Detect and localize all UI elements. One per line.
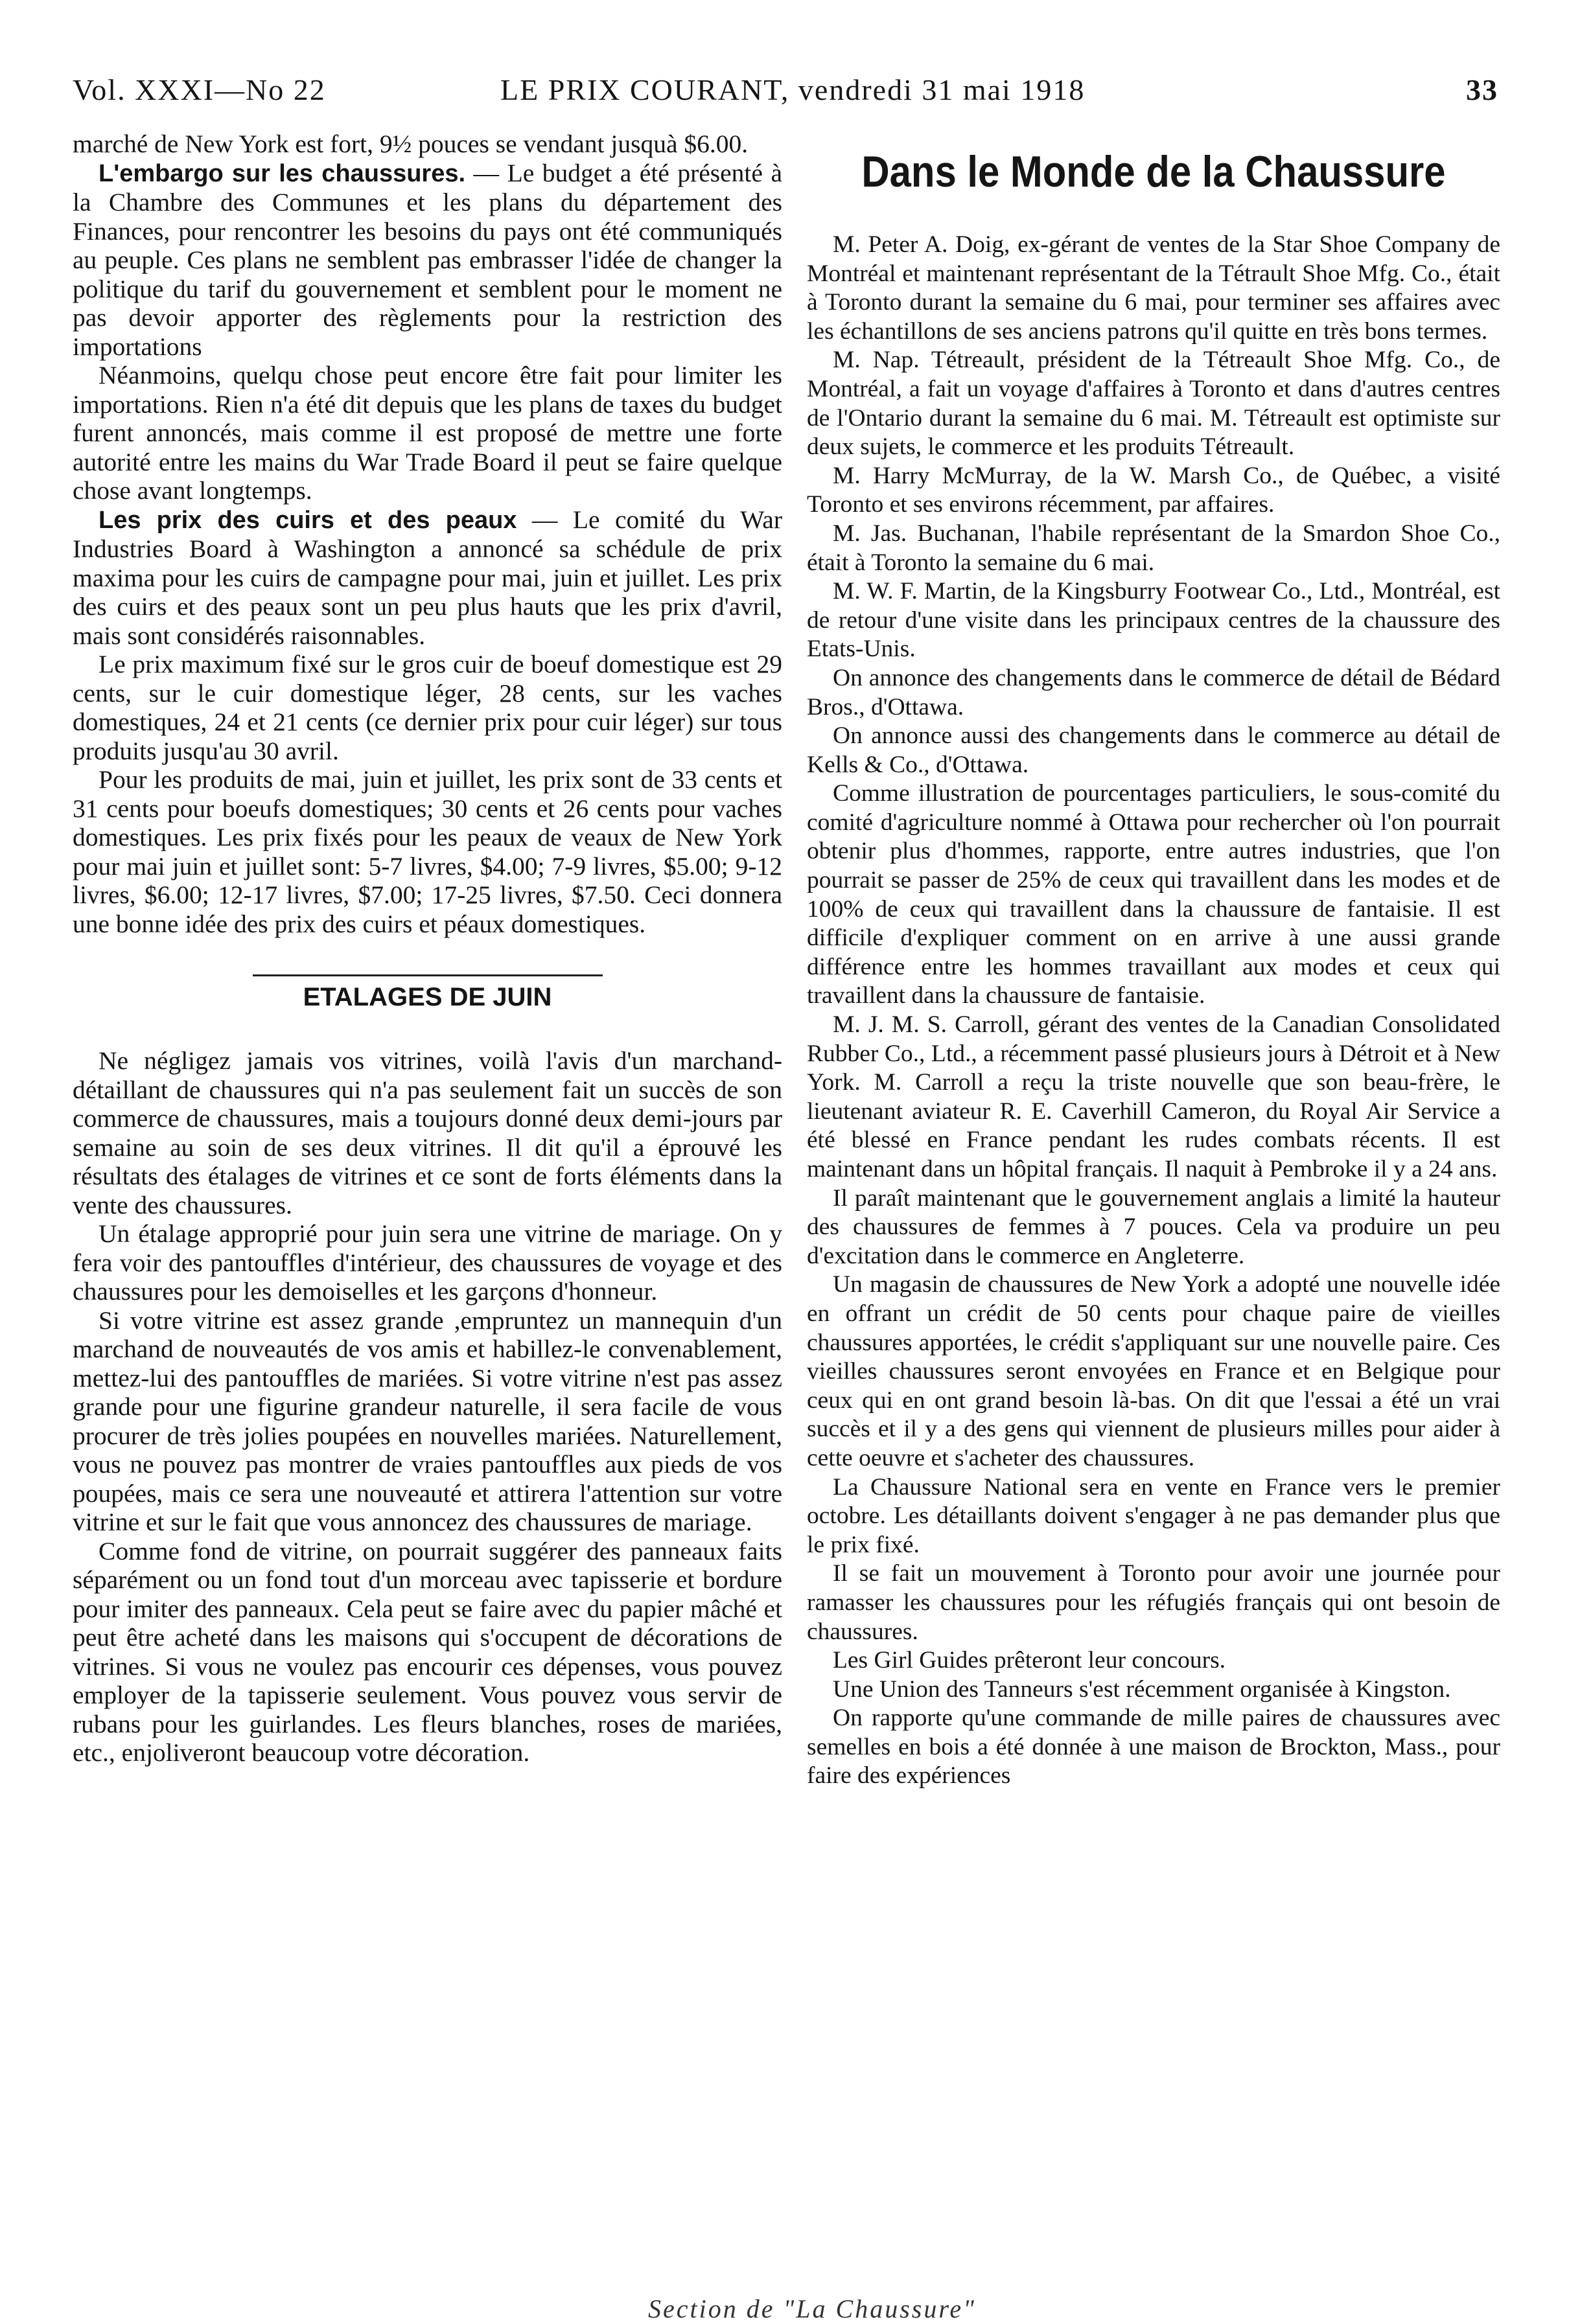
article-title: Dans le Monde de la Chaussure bbox=[861, 147, 1446, 196]
paragraph-text: — Le comité du War Industries Board à Washington a annoncé sa schédule de prix maxima pour les cuirs de campagne pour mai, juin et juillet. Les prix des cuirs et des peaux sont un peu plus hauts que les prix d'avril, mais sont considérés raisonnables. bbox=[73, 505, 782, 650]
paragraph: On annonce des changements dans le commerce de détail de Bédard Bros., d'Ottawa. bbox=[807, 664, 1500, 720]
paragraph: M. Jas. Buchanan, l'habile représentant de la Smardon Shoe Co., était à Toronto la semaine du 6 mai. bbox=[807, 520, 1500, 576]
paragraph: M. J. M. S. Carroll, gérant des ventes de la Canadian Consolidated Rubber Co., Ltd., a récemment passé plusieurs jours à Détroit et à New York. M. Carroll a reçu la triste nouvelle que son beau-frère, le lieutenant aviateur R. E. Caverhill Cameron, du Royal Air Service a été blessé en France pendant les rudes combats récents. Il est maintenant dans un hôpital français. Il naquit à Pembroke il y a 24 ans. bbox=[807, 1011, 1500, 1182]
running-header bbox=[73, 73, 1498, 118]
journal-date-line: LE PRIX COURANT, vendredi 31 mai 1918 bbox=[500, 73, 1086, 106]
run-in-heading: Les prix des cuirs et des peaux bbox=[99, 506, 517, 534]
run-in-heading: L'embargo sur les chaussures. bbox=[99, 159, 466, 187]
paragraph: Comme illustration de pourcentages particuliers, le sous-comité du comité d'agriculture nommé à Ottawa pour rechercher où l'on pourrait obtenir plus d'hommes, rapporte, entre autres industries, que l'on pourrait se passer de 25% de ceux qui travaillent dans les modes et de 100% de ceux qui travaillent dans la chaussure de fantaisie. Il est difficile d'expliquer comment on en arrive à une aussi grande différence entre les hommes travaillant aux modes et ceux qui travaillent dans la chaussure de fantaisie. bbox=[807, 780, 1500, 1009]
left-column bbox=[73, 130, 782, 1767]
paragraph: Néanmoins, quelqu chose peut encore être fait pour limiter les importations. Rien n'a été dit depuis que les plans de taxes du budget furent annoncés, mais comme il est proposé de mettre une forte autorité entre les mains du War Trade Board il peut se faire quelque chose avant longtemps. bbox=[73, 361, 782, 505]
page-number: 33 bbox=[1466, 73, 1498, 106]
paragraph: On rapporte qu'une commande de mille paires de chaussures avec semelles en bois a été donnée à une maison de Brockton, Mass., pour faire des expériences bbox=[807, 1705, 1500, 1789]
paragraph: M. Peter A. Doig, ex-gérant de ventes de la Star Shoe Company de Montréal et maintenant représentant de la Tétrault Shoe Mfg. Co., était à Toronto durant la semaine du 6 mai, pour terminer ses affaires avec les échantillons de ses anciens patrons qu'il quitte en très bons termes. bbox=[807, 231, 1500, 345]
paragraph: M. Harry McMurray, de la W. Marsh Co., de Québec, a visité Toronto et ses environs récemment, par affaires. bbox=[807, 462, 1500, 518]
paragraph: Un magasin de chaussures de New York a adopté une nouvelle idée en offrant un crédit de 50 cents pour chaque paire de vieilles chaussures apportées, le crédit s'appliquant sur une nouvelle paire. Ces vieilles chaussures seront envoyées en France et en Belgique pour ceux qui en ont grand besoin là-bas. On dit que l'essai a été un vrai succès et il y a des gens qui viennent de plusieurs milles pour aider à cette oeuvre et s'acheter des chaussures. bbox=[807, 1271, 1500, 1471]
paragraph: On annonce aussi des changements dans le commerce au détail de Kells & Co., d'Ottawa. bbox=[807, 722, 1500, 778]
right-column bbox=[807, 130, 1500, 1791]
paragraph: La Chaussure National sera en vente en France vers le premier octobre. Les détaillants doivent s'engager à ne pas demander plus que le prix fixé. bbox=[807, 1473, 1500, 1558]
paragraph: Une Union des Tanneurs s'est récemment organisée à Kingston. bbox=[833, 1675, 1451, 1703]
paragraph: Ne négligez jamais vos vitrines, voilà l'avis d'un marchand-détaillant de chaussures qui n'a pas seulement fait un succès de son commerce de chaussures, mais a toujours donné deux demi-jours par semaine au soin de ses deux vitrines. Il dit qu'il a éprouvé les résultats des étalages de vitrines et ce sont de forts éléments dans la vente des chaussures. bbox=[73, 1046, 782, 1219]
paragraph: Il se fait un mouvement à Toronto pour avoir une journée pour ramasser les chaussures pour les réfugiés français qui ont besoin de chaussures. bbox=[807, 1560, 1500, 1645]
paragraph: Les Girl Guides prêteront leur concours. bbox=[833, 1647, 1226, 1674]
volume-number: Vol. XXXI—No 22 bbox=[73, 73, 326, 106]
paragraph: Il paraît maintenant que le gouvernement anglais a limité la hauteur des chaussures de femmes à 7 pouces. Cela va produire un peu d'excitation dans le commerce en Angleterre. bbox=[807, 1184, 1500, 1269]
paragraph: marché de New York est fort, 9½ pouces se vendant jusquà $6.00. bbox=[73, 130, 749, 158]
paragraph: M. W. F. Martin, de la Kingsburry Footwear Co., Ltd., Montréal, est de retour d'une visite dans les principaux centres de la chaussure des Etats-Unis. bbox=[807, 578, 1500, 663]
paragraph: Le prix maximum fixé sur le gros cuir de boeuf domestique est 29 cents, sur le cuir domestique léger, 28 cents, sur les vaches domestiques, 24 et 21 cents (ce dernier prix pour cuir léger) sur tous produits jusqu'au 30 avril. bbox=[73, 650, 782, 765]
section-heading: ETALAGES DE JUIN bbox=[73, 974, 782, 1011]
section-footer: Section de "La Chaussure" bbox=[648, 2294, 976, 2323]
paragraph: Un étalage approprié pour juin sera une vitrine de mariage. On y fera voir des pantouffles d'intérieur, des chaussures de voyage et des chaussures pour les demoiselles et les garçons d'honneur. bbox=[73, 1219, 782, 1306]
paragraph: M. Nap. Tétreault, président de la Tétreault Shoe Mfg. Co., de Montréal, a fait un voyage d'affaires à Toronto et dans d'autres centres de l'Ontario durant la semaine du 6 mai. M. Tétreault est optimiste sur deux sujets, le commerce et les produits Tétreault. bbox=[807, 347, 1500, 461]
paragraph: Pour les produits de mai, juin et juillet, les prix sont de 33 cents et 31 cents pour boeufs domestiques; 30 cents et 26 cents pour vaches domestiques. Les prix fixés pour les peaux de veaux de New York pour mai juin et juillet sont: 5-7 livres, $4.00; 7-9 livres, $5.00; 9-12 livres, $6.00; 12-17 livres, $7.00; 17-25 livres, $7.50. Ceci donnera une bonne idée des prix des cuirs et péaux domestiques. bbox=[73, 765, 782, 938]
paragraph-text: — Le budget a été présenté à la Chambre des Communes et les plans du département des Finances, pour rencontrer les besoins du pays ont été communiqués au peuple. Ces plans ne semblent pas embrasser l'idée de changer la politique du tarif du gouvernement et semblent pour le moment ne pas devoir apporter des règlements pour la restriction des importations bbox=[73, 158, 782, 361]
paragraph: Si votre vitrine est assez grande ,empruntez un mannequin d'un marchand de nouveautés de vos amis et habillez-le convenablement, mettez-lui des pantouffles de mariées. Si votre vitrine n'est pas assez grande pour une figurine grandeur naturelle, il sera facile de vous procurer de très jolies poupées en nouvelles mariées. Naturellement, vous ne pouvez pas montrer de vraies pantouffles aux pieds de vos poupées, mais ce sera une nouveauté et attirera l'attention sur votre vitrine et sur le fait que vous annoncez des chaussures de mariage. bbox=[73, 1306, 782, 1536]
paragraph-embargo bbox=[73, 159, 782, 362]
paragraph-cuirs bbox=[73, 505, 782, 650]
paragraph: Comme fond de vitrine, on pourrait suggérer des panneaux faits séparément ou un fond tout d'un morceau avec tapisserie et bordure pour imiter des panneaux. Cela peut se faire avec du papier mâché et peut être acheté dans les maisons qui s'occupent de décorations de vitrines. Si vous ne voulez pas encourir ces dépenses, vous pouvez employer de la tapisserie seulement. Vous pouvez vous servir de rubans pour les guirlandes. Les fleurs blanches, roses de mariées, etc., enjoliveront beaucoup votre décoration. bbox=[73, 1536, 782, 1767]
